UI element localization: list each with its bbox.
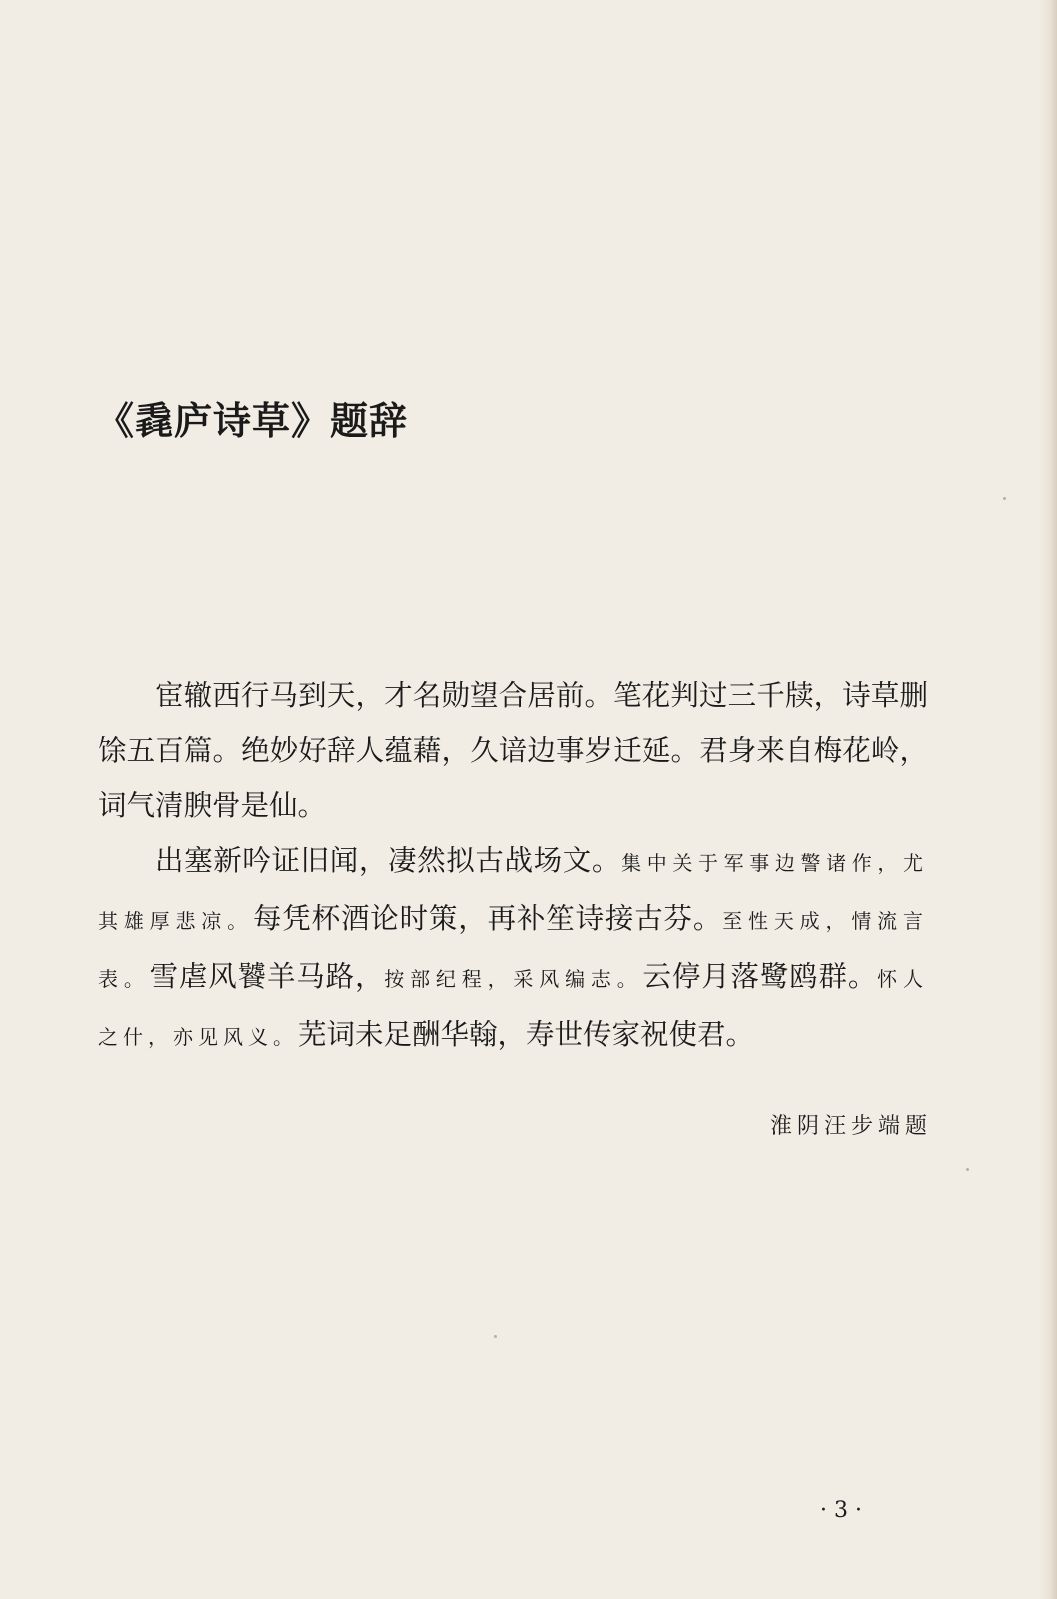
annotation-note: 集中关于军事边警诸作，尤其雄厚悲凉。 <box>98 851 928 933</box>
poem-body <box>98 668 928 1065</box>
paper-speck <box>966 1168 969 1171</box>
paper-speck <box>494 1335 497 1338</box>
poem-line: 出塞新吟证旧闻，凄然拟古战场文。 <box>155 844 622 877</box>
annotation-note: 按部纪程，采风编志。 <box>384 967 643 991</box>
annotation-note: 怀人之什，亦见风义。 <box>98 967 928 1049</box>
poem-paragraph-1: 宦辙西行马到天，才名勋望合居前。笔花判过三千牍，诗草删馀五百篇。绝妙好辞人蕴藉，久谙边事岁迁延。君身来自梅花岭，词气清腴骨是仙。 <box>98 679 928 822</box>
poem-line: 芜词未足酬华翰，寿世传家祝使君。 <box>298 1018 755 1051</box>
poem-line: 雪虐风饕羊马路， <box>149 960 385 993</box>
poem-paragraph-2 <box>98 833 928 1065</box>
poem-line: 每凭杯酒论时策，再补笙诗接古芬。 <box>252 902 723 935</box>
paper-speck <box>1003 497 1006 500</box>
author-signature: 淮阴汪步端题 <box>769 1114 932 1139</box>
page-edge-shadow <box>1039 0 1057 1599</box>
annotation-note: 至性天成，情流言表。 <box>98 909 928 991</box>
page-title: 《毳庐诗草》题辞 <box>96 398 409 443</box>
page-number: · 3 · <box>820 1498 862 1523</box>
poem-line: 云停月落鹭鸥群。 <box>642 960 878 993</box>
